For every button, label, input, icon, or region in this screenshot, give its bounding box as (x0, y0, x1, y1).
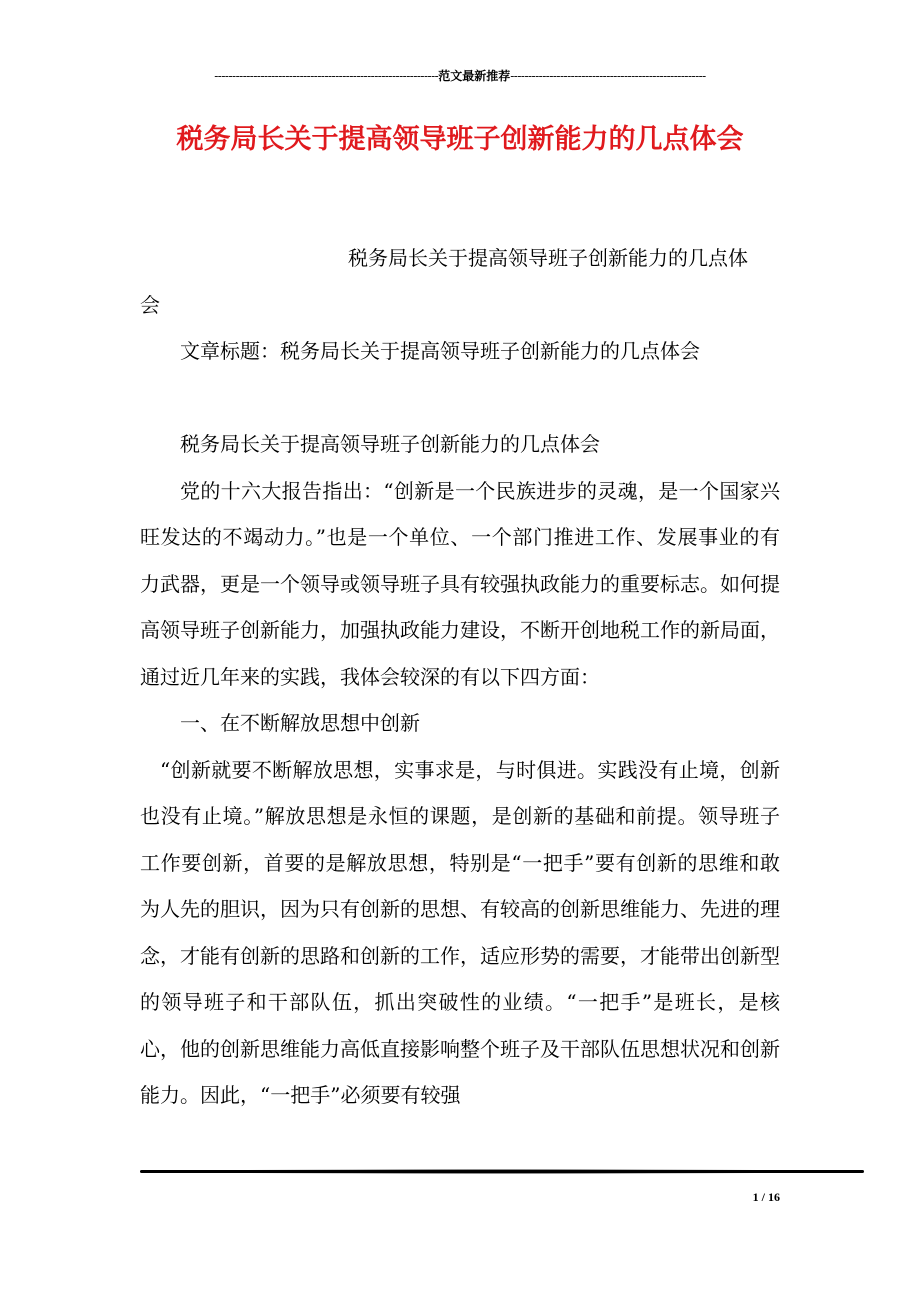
paragraph-section-1: “创新就要不断解放思想，实事求是，与时俱进。实践没有止境，创新也没有止境。”解放思想是永恒的课题，是创新的基础和前提。领导班子工作要创新，首要的是解放思想，特别是“一把手”要有创新的思维和敢为人先的胆识，因为只有创新的思想、有较高的创新思维能力、先进的理念，才能有创新的思路和创新的工作，适应形势的需要，才能带出创新型的领导班子和干部队伍，抓出突破性的业绩。“一把手”是班长，是核心，他的创新思维能力高低直接影响整个班子及干部队伍思想状况和创新能力。因此，“一把手”必须要有较强 (140, 757, 780, 1107)
subtitle-line-2: 会 (140, 292, 160, 317)
paragraph-heading: 税务局长关于提高领导班子创新能力的几点体会 (180, 432, 600, 456)
document-body (140, 328, 780, 1119)
header-label: 范文最新推荐 (438, 69, 511, 83)
paragraph-blank (140, 375, 780, 422)
section-heading-1: 一、在不断解放思想中创新 (180, 711, 420, 735)
page-header (140, 66, 780, 86)
subtitle-line-1: 税务局长关于提高领导班子创新能力的几点体 (348, 246, 748, 270)
header-dashes-left: --------------------------------------------------------------- (214, 69, 439, 83)
paragraph-article-title: 文章标题：税务局长关于提高领导班子创新能力的几点体会 (180, 339, 700, 363)
page-number: 1 / 16 (752, 1190, 780, 1204)
document-title: 税务局长关于提高领导班子创新能力的几点体会 (176, 124, 744, 155)
footer-rule (140, 1170, 864, 1173)
subtitle (140, 235, 780, 328)
header-dashes-right: ------------------------------------------------------- (510, 69, 706, 83)
paragraph-intro: 党的十六大报告指出：“创新是一个民族进步的灵魂，是一个国家兴旺发达的不竭动力。”也是一个单位、一个部门推进工作、发展事业的有力武器，更是一个领导或领导班子具有较强执政能力的重要标志。如何提高领导班子创新能力，加强执政能力建设，不断开创地税工作的新局面，通过近几年来的实践，我体会较深的有以下四方面： (140, 478, 780, 689)
